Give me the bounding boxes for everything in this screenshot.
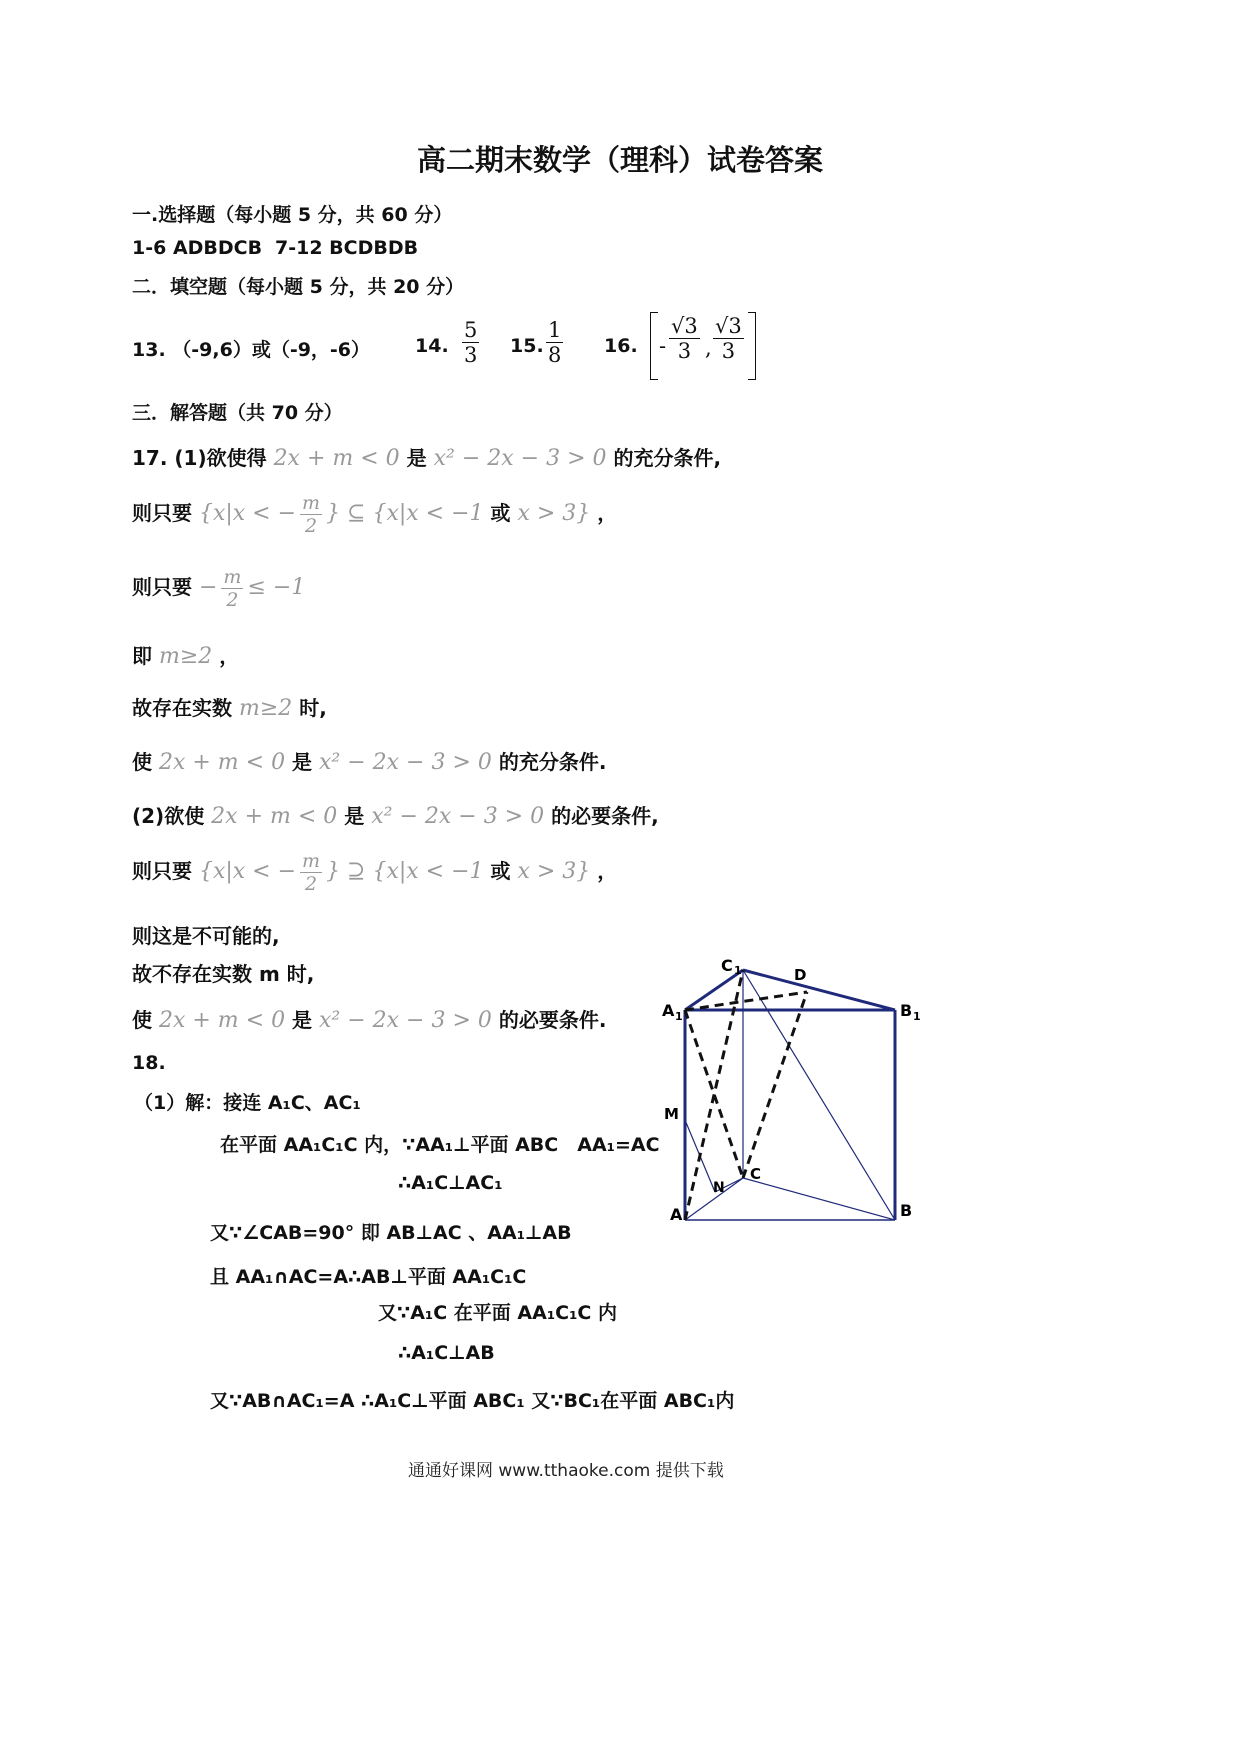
label-a1: A <box>662 1001 675 1020</box>
page-title: 高二期末数学（理科）试卷答案 <box>417 143 824 177</box>
label-d: D <box>794 966 807 984</box>
bracket-left-top <box>650 312 658 313</box>
answer-16-comma: , <box>705 336 712 360</box>
math-m-ge-2: m≥2 <box>238 696 293 721</box>
comma: ， <box>219 644 240 668</box>
bracket-right-top <box>748 312 756 313</box>
math-frac-m-over-2 <box>300 492 322 537</box>
q18-step-3: 又∵∠CAB=90° 即 AB⊥AC 、AA₁⊥AB <box>210 1222 572 1244</box>
answer-15-denominator: 8 <box>548 343 562 367</box>
math-inequality-quadratic: x² − 2x − 3 > 0 <box>319 750 492 775</box>
label-c1: C <box>721 956 733 975</box>
frac-den: 2 <box>221 588 243 611</box>
math-subset: ⊆ <box>347 501 366 526</box>
math-frac-m-over-2 <box>221 566 243 611</box>
q18-part1-intro: （1）解：接连 A₁C、AC₁ <box>134 1092 361 1114</box>
answer-14-fraction <box>462 318 479 367</box>
math-set2-open: {x|x < −1 <box>372 501 484 526</box>
section-fill-heading: 二．填空题（每小题 5 分，共 20 分） <box>132 276 465 298</box>
word-shi-use: 使 <box>132 750 152 774</box>
math-set-close: } <box>326 501 341 526</box>
frac-den: 2 <box>300 872 322 895</box>
comma: ， <box>597 859 618 883</box>
word-shi: 是 <box>406 446 427 470</box>
bracket-right-bottom <box>748 379 756 380</box>
label-c: C <box>750 1165 762 1183</box>
answer-16-right-num: √3 <box>715 314 742 338</box>
q18-step-5: 又∵A₁C 在平面 AA₁C₁C 内 <box>378 1302 617 1324</box>
label-b: B <box>900 1201 913 1220</box>
frac-den: 2 <box>300 514 322 537</box>
word-shi: 是 <box>292 750 313 774</box>
math-set2-open: {x|x < −1 <box>372 859 484 884</box>
q17-l7-prefix: (2)欲使 <box>132 804 205 828</box>
q17-line-8 <box>132 850 617 895</box>
frac-num: m <box>223 566 242 588</box>
math-set2-close: x > 3} <box>517 501 591 526</box>
dashed-c-d <box>743 992 807 1178</box>
q17-l5-prefix: 故存在实数 <box>132 696 232 720</box>
q17-l5-suffix: 时, <box>299 696 327 720</box>
q17-l2-prefix: 则只要 <box>132 501 192 525</box>
comma: ， <box>597 501 618 525</box>
q17-l6-suffix: 的充分条件. <box>498 750 607 774</box>
q17-line-4 <box>132 640 239 669</box>
answer-14-numerator: 5 <box>464 318 478 342</box>
word-shi: 是 <box>344 804 365 828</box>
label-b1: B <box>900 1001 913 1020</box>
math-set-close: } <box>326 859 341 884</box>
q17-line-10: 故不存在实数 m 时, <box>132 962 315 986</box>
q17-line-1 <box>132 442 721 471</box>
math-inequality-quadratic: x² − 2x − 3 > 0 <box>433 446 607 471</box>
math-inequality-quadratic: x² − 2x − 3 > 0 <box>319 1008 492 1033</box>
q18-step-6: ∴A₁C⊥AB <box>398 1342 495 1364</box>
answer-14-denominator: 3 <box>464 343 478 367</box>
frac-num: m <box>302 850 321 872</box>
edge-c1-b1 <box>743 970 895 1010</box>
answer-16-neg: - <box>659 334 667 358</box>
answer-16-frac-left <box>669 314 700 363</box>
math-inequality-linear: 2x + m < 0 <box>158 1008 286 1033</box>
q17-line-6 <box>132 746 606 775</box>
math-set2-close: x > 3} <box>517 859 591 884</box>
page-footer: 通通好课网 www.tthaoke.com 提供下载 <box>408 1461 724 1481</box>
q18-step-7: 又∵AB∩AC₁=A ∴A₁C⊥平面 ABC₁ 又∵BC₁在平面 ABC₁内 <box>210 1390 735 1412</box>
q18-step-2: ∴A₁C⊥AC₁ <box>398 1172 503 1194</box>
label-a1-sub: 1 <box>675 1010 683 1023</box>
label-c1-sub: 1 <box>734 964 742 977</box>
choice-answers-7-12: 7-12 BCDBDB <box>275 237 419 259</box>
answer-16-label: 16. <box>604 335 638 357</box>
q17-line-3 <box>132 566 305 611</box>
q17-line-7 <box>132 800 659 829</box>
label-b1-sub: 1 <box>913 1010 921 1023</box>
math-frac-m-over-2 <box>300 850 322 895</box>
q17-line-5 <box>132 692 327 721</box>
math-neg: − <box>198 575 218 600</box>
segment-c1-b <box>743 970 895 1220</box>
dashed-a1-d <box>685 992 807 1010</box>
q18-number: 18. <box>132 1052 166 1074</box>
section-solve-heading: 三．解答题（共 70 分） <box>132 402 343 424</box>
answer-16-right-den: 3 <box>713 338 744 363</box>
prism-figure <box>655 950 925 1240</box>
label-m: M <box>664 1105 679 1123</box>
math-m-ge-2: m≥2 <box>158 644 213 669</box>
label-a: A <box>670 1205 683 1224</box>
answer-16-left-den: 3 <box>669 338 700 363</box>
bracket-left-bottom <box>650 379 658 380</box>
q17-line-11 <box>132 1004 606 1033</box>
math-inequality-quadratic: x² − 2x − 3 > 0 <box>371 804 545 829</box>
q17-l3-prefix: 则只要 <box>132 575 192 599</box>
math-supset: ⊇ <box>347 859 366 884</box>
answer-15-label: 15. <box>510 335 544 357</box>
word-shi-use: 使 <box>132 1008 152 1032</box>
frac-num: m <box>302 492 321 514</box>
q18-step-4: 且 AA₁∩AC=A∴AB⊥平面 AA₁C₁C <box>210 1266 527 1288</box>
math-set-open: {x|x < − <box>198 859 297 884</box>
answer-13: 13. （-9,6）或（-9，-6） <box>132 339 371 361</box>
word-shi: 是 <box>292 1008 313 1032</box>
math-le-neg-one: ≤ −1 <box>247 575 306 600</box>
edge-c-b <box>743 1178 895 1220</box>
math-inequality-linear: 2x + m < 0 <box>211 804 338 829</box>
q17-l8-prefix: 则只要 <box>132 859 192 883</box>
q17-l1-prefix: 17. (1)欲使得 <box>132 446 267 470</box>
q17-line-9: 则这是不可能的, <box>132 924 280 948</box>
math-inequality-linear: 2x + m < 0 <box>273 446 400 471</box>
answer-15-numerator: 1 <box>548 318 562 342</box>
answer-16-interval <box>650 312 756 380</box>
dashed-a1-c <box>685 1010 743 1178</box>
q17-l11-suffix: 的必要条件. <box>498 1008 607 1032</box>
word-huo: 或 <box>490 859 511 883</box>
word-huo: 或 <box>490 501 511 525</box>
label-n: N <box>713 1180 725 1196</box>
answer-16-frac-right <box>713 314 744 363</box>
answer-16-left-num: √3 <box>671 314 698 338</box>
q17-line-2 <box>132 492 617 537</box>
answer-15-fraction <box>546 318 563 367</box>
word-ji: 即 <box>132 644 152 668</box>
q17-l1-suffix: 的充分条件, <box>613 446 722 470</box>
math-set-open: {x|x < − <box>198 501 297 526</box>
section-choice-heading: 一.选择题（每小题 5 分，共 60 分） <box>132 204 453 226</box>
q18-step-1: 在平面 AA₁C₁C 内，∵AA₁⊥平面 ABC AA₁=AC <box>220 1134 660 1156</box>
choice-answers-1-6: 1-6 ADBDCB <box>132 237 263 259</box>
q17-l7-suffix: 的必要条件, <box>551 804 659 828</box>
answer-14-label: 14. <box>415 335 449 357</box>
math-inequality-linear: 2x + m < 0 <box>158 750 286 775</box>
